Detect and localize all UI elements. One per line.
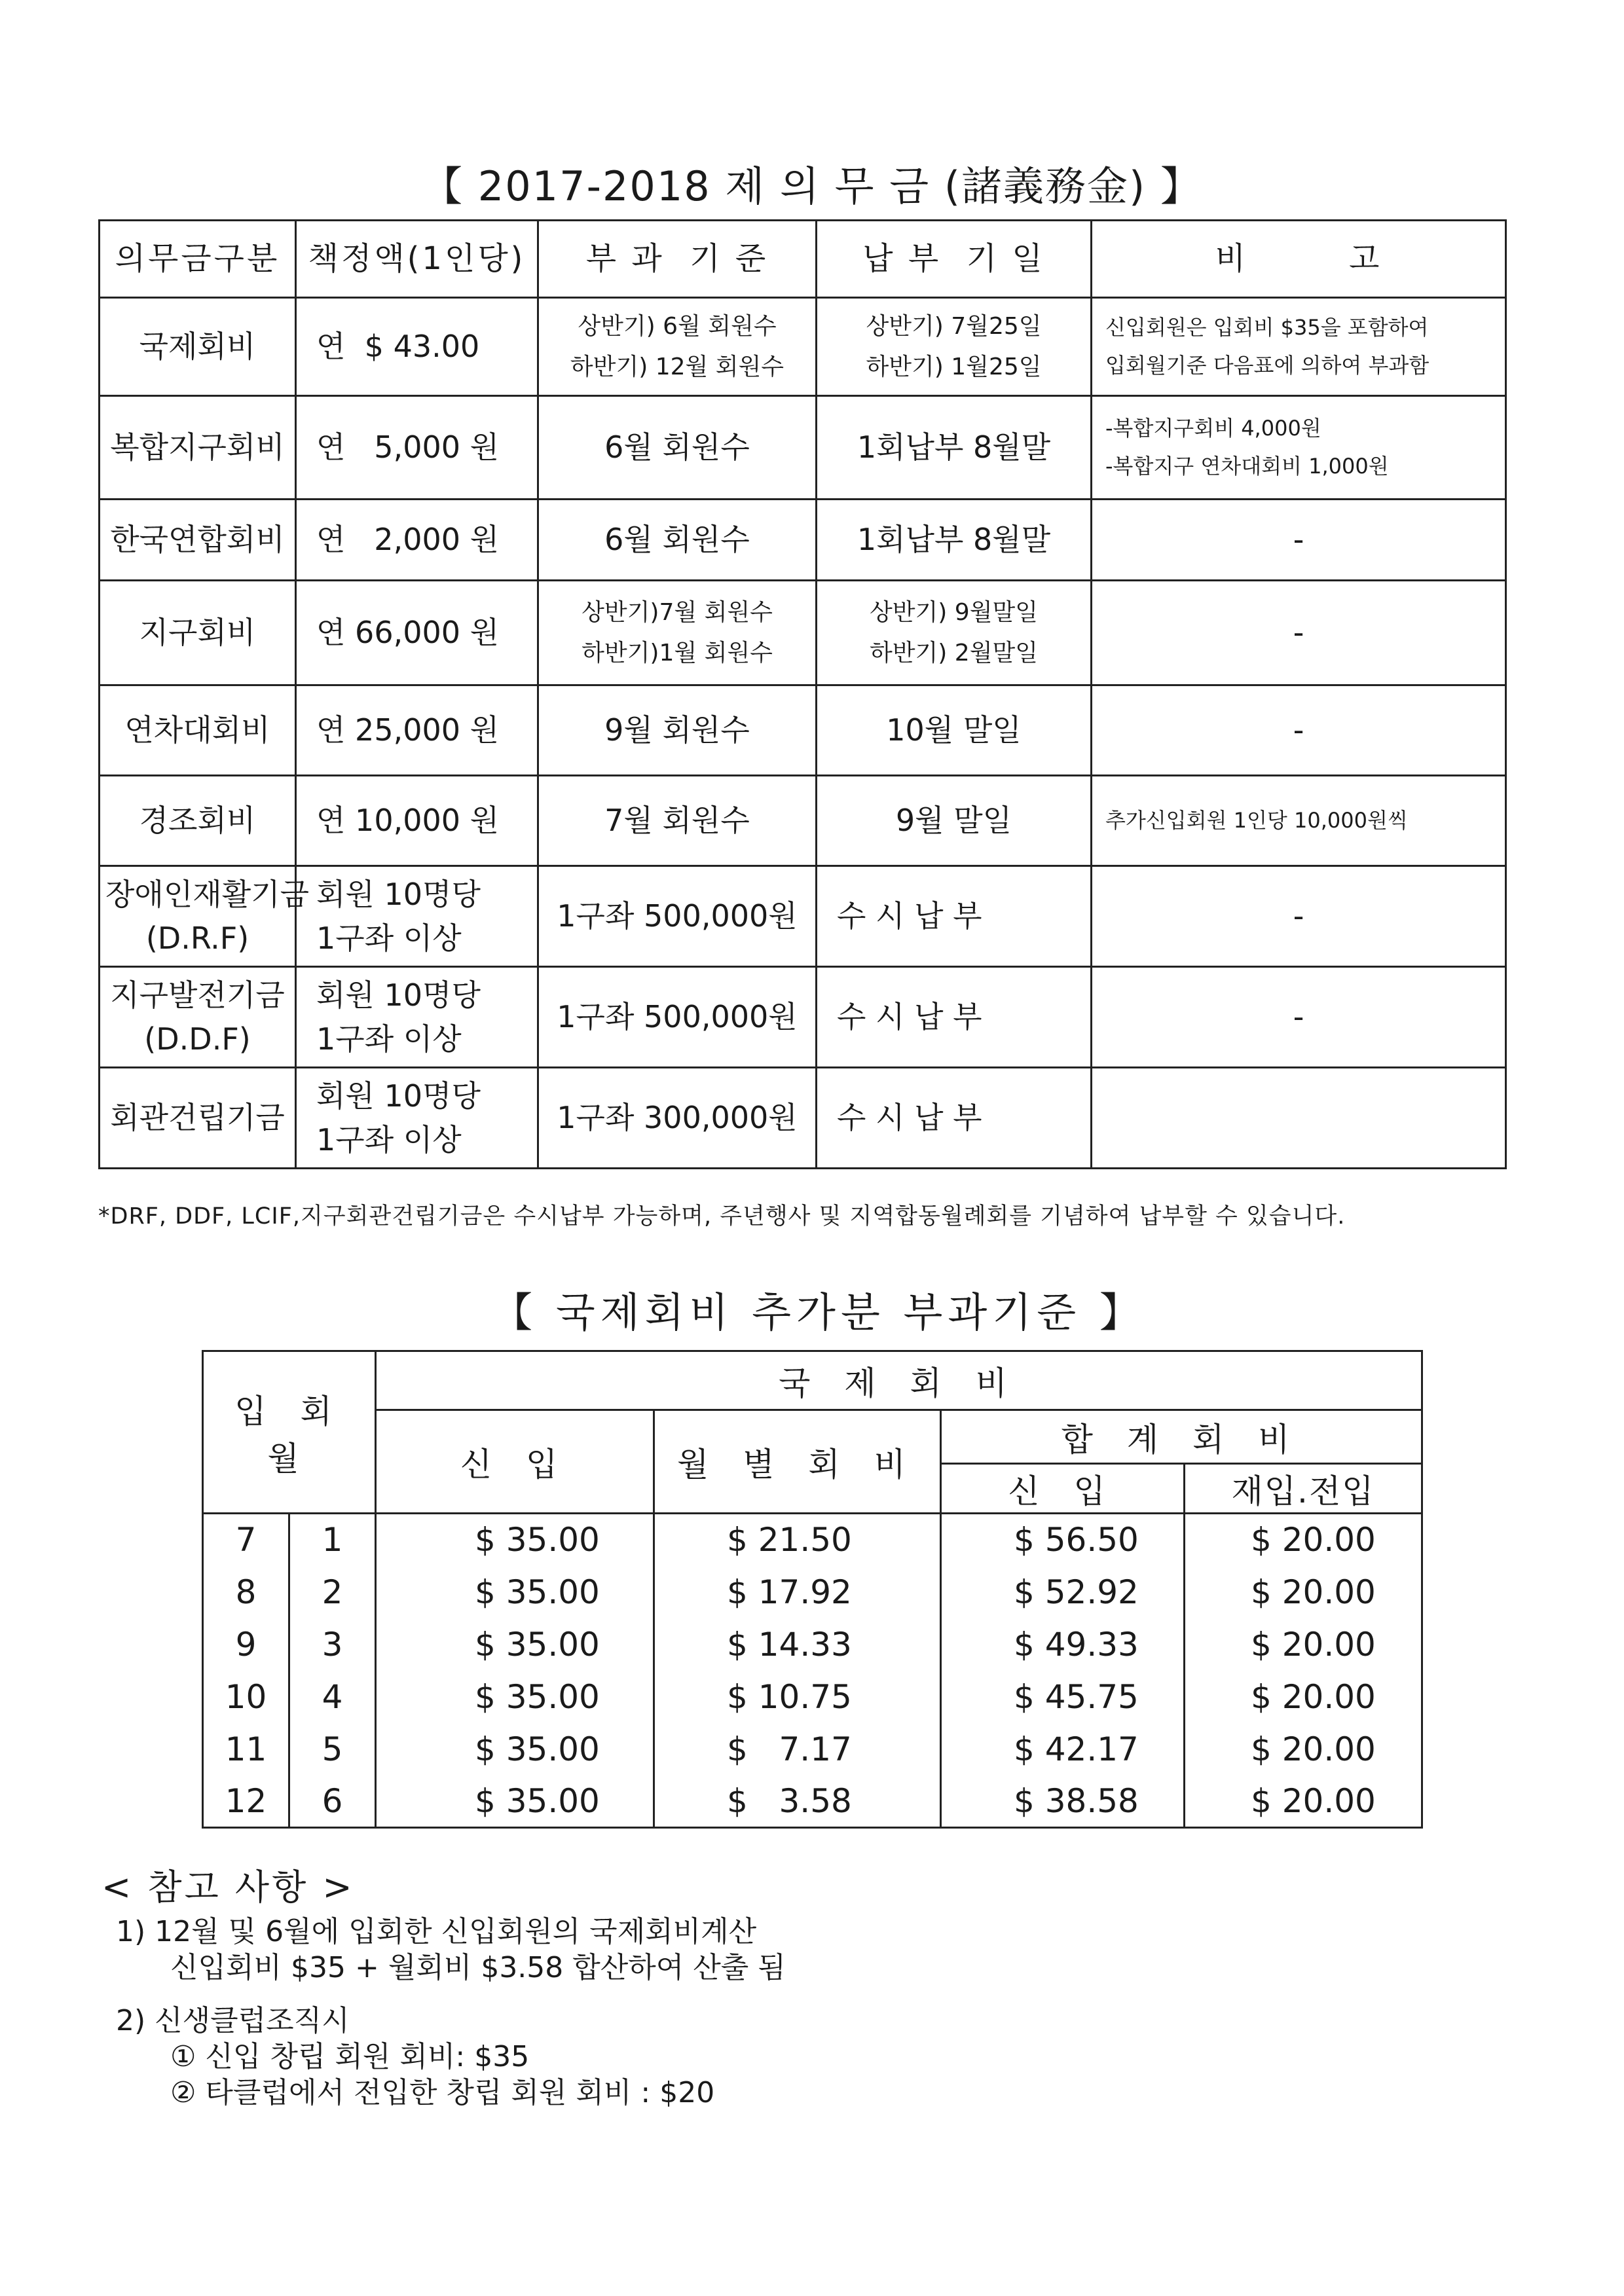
dues-cell-basis <box>538 500 817 581</box>
cell-line: 회원 10명당 <box>316 1078 481 1114</box>
intl-dues-cell-m2: 4 <box>289 1671 376 1723</box>
dues-header-cell: 납 부 기 일 <box>817 221 1092 298</box>
cell-line: 수 시 납 부 <box>837 898 982 934</box>
cell-line: 상반기) 6월 회원수 <box>578 313 777 340</box>
intl-dues-cell-total-new: $ 42.17 <box>941 1723 1185 1776</box>
dues-cell-basis <box>538 396 817 500</box>
intl-dues-cell-m2: 1 <box>289 1514 376 1566</box>
intl-dues-cell-total-new: $ 38.58 <box>941 1776 1185 1828</box>
dues-cell-note <box>1092 500 1506 581</box>
intl-dues-cell-total-new: $ 45.75 <box>941 1671 1185 1723</box>
dues-row <box>100 298 1506 396</box>
dues-cell-amount <box>296 967 538 1068</box>
intl-dues-cell-m1: 12 <box>203 1776 289 1828</box>
notes-title: < 참고 사항 > <box>101 1867 355 1908</box>
intl-dues-cell-total-transfer: $ 20.00 <box>1185 1723 1422 1776</box>
intl-dues-cell-total-new: $ 52.92 <box>941 1566 1185 1618</box>
intl-dues-cell-new: $ 35.00 <box>376 1671 654 1723</box>
cell-line: (D.R.F) <box>145 920 249 956</box>
intl-dues-row <box>203 1671 1422 1723</box>
header-total-new: 신 입 <box>941 1464 1185 1514</box>
cell-line: (D.D.F) <box>144 1021 251 1057</box>
dues-cell-basis <box>538 1068 817 1169</box>
dues-cell-due <box>817 866 1092 967</box>
dues-header-cell: 책정액(1인당) <box>296 221 538 298</box>
cell-line: - <box>1293 712 1304 748</box>
intl-dues-row <box>203 1566 1422 1618</box>
dues-cell-amount: 연 $ 43.00 <box>296 298 538 396</box>
header-total-transfer: 재입.전입 <box>1185 1464 1422 1514</box>
cell-line: 수 시 납 부 <box>837 1100 982 1136</box>
intl-dues-cell-monthly: $ 3.58 <box>654 1776 941 1828</box>
intl-dues-cell-m2: 2 <box>289 1566 376 1618</box>
cell-line: 하반기) 2월말일 <box>869 639 1039 666</box>
intl-dues-cell-m1: 8 <box>203 1566 289 1618</box>
header-intl-dues: 국 제 회 비 <box>376 1351 1422 1410</box>
dues-cell-basis <box>538 298 817 396</box>
dues-row <box>100 685 1506 776</box>
intl-dues-cell-m1: 11 <box>203 1723 289 1776</box>
cell-line: 회원 10명당 <box>316 977 481 1013</box>
intl-dues-table <box>202 1350 1423 1829</box>
intl-dues-row <box>203 1723 1422 1776</box>
dues-cell-type: 복합지구회비 <box>100 396 296 500</box>
dues-cell-amount: 연 25,000 원 <box>296 685 538 776</box>
cell-line: - <box>1293 522 1304 558</box>
note-2-line-2: ① 신입 창립 회원 회비: $35 <box>170 2040 530 2073</box>
footnote: *DRF, DDF, LCIF,지구회관건립기금은 수시납부 가능하며, 주년행사 및 지역합동월례회를 기념하여 납부할 수 있습니다. <box>98 1203 1346 1230</box>
dues-cell-type: 지구회비 <box>100 581 296 685</box>
cell-line: 상반기)7월 회원수 <box>581 599 773 627</box>
dues-cell-type: 한국연합회비 <box>100 500 296 581</box>
dues-cell-note <box>1092 396 1506 500</box>
intl-dues-cell-monthly: $ 7.17 <box>654 1723 941 1776</box>
dues-cell-basis <box>538 866 817 967</box>
dues-cell-basis <box>538 581 817 685</box>
dues-cell-type: 회관건립기금 <box>100 1068 296 1169</box>
intl-dues-cell-monthly: $ 17.92 <box>654 1566 941 1618</box>
intl-dues-cell-monthly: $ 10.75 <box>654 1671 941 1723</box>
cell-line: 9월 회원수 <box>604 712 750 748</box>
dues-cell-amount: 연 10,000 원 <box>296 776 538 866</box>
dues-cell-type <box>100 866 310 967</box>
dues-cell-note <box>1092 298 1506 396</box>
intl-dues-cell-total-transfer: $ 20.00 <box>1185 1618 1422 1671</box>
dues-cell-note <box>1092 776 1506 866</box>
dues-row <box>100 1068 1506 1169</box>
intl-dues-cell-new: $ 35.00 <box>376 1566 654 1618</box>
dues-cell-note <box>1092 581 1506 685</box>
cell-line: 6월 회원수 <box>604 429 750 465</box>
dues-row <box>100 581 1506 685</box>
dues-cell-basis <box>538 776 817 866</box>
note-1-line-2: 신입회비 $35 + 월회비 $3.58 합산하여 산출 됨 <box>170 1951 786 1984</box>
cell-line: 1구좌 이상 <box>316 920 462 956</box>
intl-dues-cell-m2: 5 <box>289 1723 376 1776</box>
dues-header-cell: 부 과 기 준 <box>538 221 817 298</box>
cell-line: 회원 10명당 <box>316 876 481 912</box>
dues-cell-type <box>100 967 296 1068</box>
cell-line: 입회월기준 다음표에 의하여 부과함 <box>1105 352 1430 378</box>
cell-line: 1회납부 8월말 <box>857 429 1051 465</box>
note-2-line-3: ② 타클럽에서 전입한 창립 회원 회비 : $20 <box>170 2076 715 2109</box>
intl-dues-cell-new: $ 35.00 <box>376 1723 654 1776</box>
cell-line: 하반기)1월 회원수 <box>581 639 773 666</box>
intl-dues-cell-m2: 3 <box>289 1618 376 1671</box>
header-new: 신 입 <box>376 1410 654 1514</box>
dues-cell-due <box>817 776 1092 866</box>
dues-cell-due <box>817 396 1092 500</box>
cell-line: - <box>1293 898 1304 934</box>
cell-line: 지구발전기금 <box>110 977 285 1013</box>
cell-line: 하반기) 12월 회원수 <box>570 353 784 380</box>
dues-header-row <box>100 221 1506 298</box>
header-total: 합 계 회 비 <box>941 1410 1422 1464</box>
cell-line: 9월 말일 <box>895 803 1012 839</box>
intl-dues-cell-m2: 6 <box>289 1776 376 1828</box>
intl-dues-row <box>203 1514 1422 1566</box>
cell-line: 상반기) 7월25일 <box>866 313 1042 340</box>
intl-dues-cell-total-new: $ 56.50 <box>941 1514 1185 1566</box>
intl-dues-cell-new: $ 35.00 <box>376 1514 654 1566</box>
intl-dues-cell-total-transfer: $ 20.00 <box>1185 1671 1422 1723</box>
dues-cell-note <box>1092 967 1506 1068</box>
cell-line: 1회납부 8월말 <box>857 522 1051 558</box>
cell-line: -복합지구 연차대회비 1,000원 <box>1105 453 1389 479</box>
cell-line: 하반기) 1월25일 <box>866 353 1042 380</box>
page-title: 【 2017-2018 제 의 무 금 (諸義務金) 】 <box>422 162 1202 210</box>
dues-cell-amount: 연 5,000 원 <box>296 396 538 500</box>
dues-header-cell: 비 고 <box>1092 221 1506 298</box>
intl-dues-cell-m1: 7 <box>203 1514 289 1566</box>
intl-dues-cell-total-transfer: $ 20.00 <box>1185 1776 1422 1828</box>
cell-line: - <box>1293 615 1304 651</box>
dues-cell-type: 연차대회비 <box>100 685 296 776</box>
cell-line: - <box>1293 999 1304 1035</box>
cell-line: 장애인재활기금 <box>105 876 310 912</box>
dues-cell-amount <box>296 1068 538 1169</box>
intl-dues-cell-new: $ 35.00 <box>376 1776 654 1828</box>
intl-dues-cell-monthly: $ 21.50 <box>654 1514 941 1566</box>
dues-row <box>100 866 1506 967</box>
dues-cell-amount: 연 66,000 원 <box>296 581 538 685</box>
dues-cell-due <box>817 298 1092 396</box>
dues-cell-type: 경조회비 <box>100 776 296 866</box>
cell-line: 1구좌 이상 <box>316 1121 462 1157</box>
dues-cell-amount: 연 2,000 원 <box>296 500 538 581</box>
intl-dues-cell-monthly: $ 14.33 <box>654 1618 941 1671</box>
dues-cell-due <box>817 1068 1092 1169</box>
dues-table <box>98 219 1507 1169</box>
cell-line: 1구좌 300,000원 <box>557 1100 798 1136</box>
intl-dues-row <box>203 1618 1422 1671</box>
cell-line: 6월 회원수 <box>604 522 750 558</box>
intl-dues-cell-total-new: $ 49.33 <box>941 1618 1185 1671</box>
intl-dues-cell-new: $ 35.00 <box>376 1618 654 1671</box>
intl-dues-cell-m1: 9 <box>203 1618 289 1671</box>
intl-dues-cell-total-transfer: $ 20.00 <box>1185 1514 1422 1566</box>
dues-cell-basis <box>538 967 817 1068</box>
dues-cell-amount <box>296 866 538 967</box>
note-1-line-1: 1) 12월 및 6월에 입회한 신입회원의 국제회비계산 <box>116 1915 757 1948</box>
cell-line: 1구좌 이상 <box>316 1021 462 1057</box>
dues-row <box>100 500 1506 581</box>
dues-cell-type: 국제회비 <box>100 298 296 396</box>
cell-line: -복합지구회비 4,000원 <box>1105 415 1321 441</box>
dues-row <box>100 396 1506 500</box>
dues-header-cell: 의무금구분 <box>100 221 296 298</box>
cell-line: 7월 회원수 <box>604 803 750 839</box>
dues-cell-due <box>817 581 1092 685</box>
cell-line: 1구좌 500,000원 <box>557 999 798 1035</box>
dues-cell-due <box>817 500 1092 581</box>
header-join-month: 입 회 월 <box>203 1351 376 1514</box>
intl-dues-cell-m1: 10 <box>203 1671 289 1723</box>
dues-cell-note <box>1092 866 1506 967</box>
dues-cell-due <box>817 685 1092 776</box>
cell-line: 수 시 납 부 <box>837 999 982 1035</box>
reference-notes <box>101 1859 786 2111</box>
dues-cell-basis <box>538 685 817 776</box>
intl-dues-row <box>203 1776 1422 1828</box>
dues-cell-due <box>817 967 1092 1068</box>
cell-line: 신입회원은 입회비 $35을 포함하여 <box>1105 314 1429 340</box>
cell-line: 추가신입회원 1인당 10,000원씩 <box>1105 807 1408 833</box>
intl-dues-cell-total-transfer: $ 20.00 <box>1185 1566 1422 1618</box>
cell-line: 1구좌 500,000원 <box>557 898 798 934</box>
dues-cell-note <box>1092 685 1506 776</box>
note-2-line-1: 2) 신생클럽조직시 <box>116 2004 350 2037</box>
cell-line: 10월 말일 <box>886 712 1022 748</box>
dues-row <box>100 967 1506 1068</box>
dues-cell-note <box>1092 1068 1506 1169</box>
cell-line: 상반기) 9월말일 <box>869 599 1039 627</box>
header-monthly: 월 별 회 비 <box>654 1410 941 1514</box>
dues-row <box>100 776 1506 866</box>
section-title: 【 국제회비 추가분 부과기준 】 <box>492 1288 1145 1336</box>
